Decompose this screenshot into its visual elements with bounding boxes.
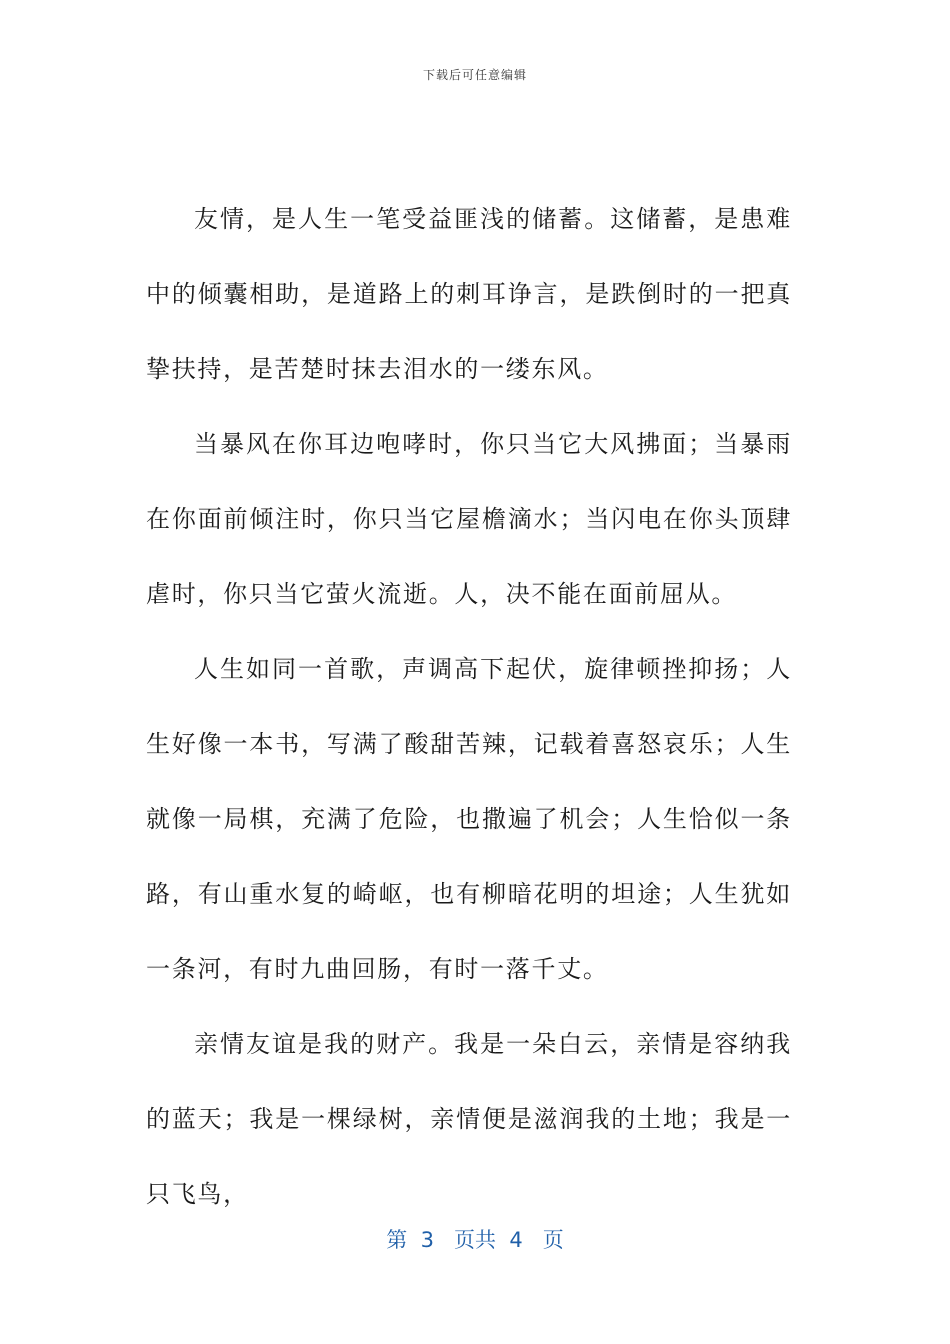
document-body [146,182,792,1232]
paragraph-life: 人生如同一首歌，声调高下起伏，旋律顿挫抑扬；人生好像一本书，写满了酸甜苦辣，记载着喜怒哀乐；人生就像一局棋，充满了危险，也撒遍了机会；人生恰似一条路，有山重水复的崎岖，也有柳暗花明的坦途；人生犹如一条河，有时九曲回肠，有时一落千丈。 [146,655,792,983]
paragraph-family: 亲情友谊是我的财产。我是一朵白云，亲情是容纳我的蓝天；我是一棵绿树，亲情便是滋润我的土地；我是一只飞鸟， [146,1030,792,1208]
page-header: 下载后可任意编辑 [422,68,527,82]
paragraph-friendship: 友情，是人生一笔受益匪浅的储蓄。这储蓄，是患难中的倾囊相助，是道路上的刺耳诤言，是跌倒时的一把真挚扶持，是苦楚时抹去泪水的一缕东风。 [146,205,792,383]
paragraph-storm: 当暴风在你耳边咆哮时，你只当它大风拂面；当暴雨在你面前倾注时，你只当它屋檐滴水；当闪电在你头顶肆虐时，你只当它萤火流逝。人，决不能在面前屈从。 [146,430,792,608]
page-number-footer: 第 3 页共 4 页 [386,1228,564,1252]
